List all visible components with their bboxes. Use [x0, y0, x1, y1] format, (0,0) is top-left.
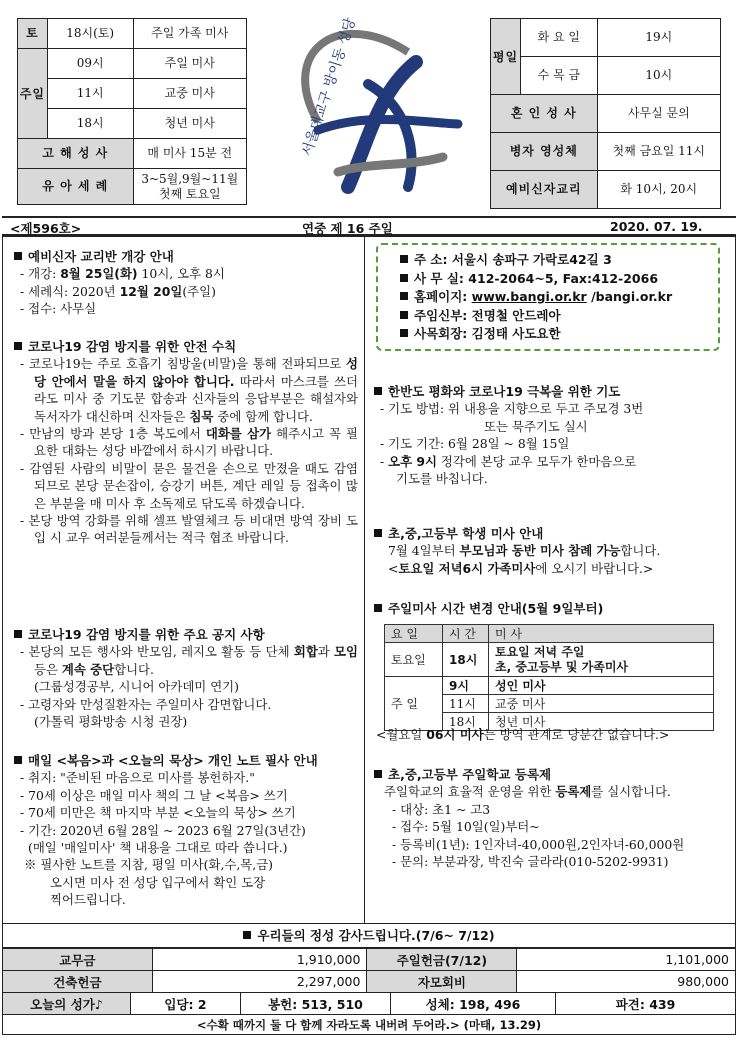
section-title: 한반도 평화와 코로나19 극복을 위한 기도: [374, 383, 726, 400]
section-title: 매일 <복음>과 <오늘의 묵상> 개인 노트 필사 안내: [14, 752, 358, 769]
issue-date: 2020. 07. 19.: [610, 219, 703, 234]
notice-line: 찍어드립니다.: [50, 892, 126, 908]
hymn-table: [2, 992, 736, 1035]
section-title: 코로나19 감염 방지를 위한 주요 공지 사항: [14, 626, 358, 643]
infant-baptism-label: 유 아 세 례: [18, 169, 134, 205]
table-cell: 토요일: [385, 643, 443, 677]
square-bullet-icon: [374, 387, 382, 395]
notice-line: - 기도 방법: 위 내용을 지향으로 두고 주모경 3번: [380, 401, 644, 417]
schedule-time: 09시: [47, 49, 133, 79]
table-value: 1,101,000: [517, 949, 736, 971]
gospel-quote: <수확 때까지 둘 다 함께 자라도록 내버려 두어라.> (마태, 13.29): [3, 1015, 736, 1035]
section-title: 주일미사 시간 변경 안내(5월 9일부터): [374, 600, 726, 617]
notice-line: (그룹성경공부, 시니어 아카데미 연기): [34, 679, 239, 695]
confession-label: 고 해 성 사: [18, 139, 134, 169]
contact-box: [376, 243, 720, 351]
square-bullet-icon: [400, 274, 408, 282]
sick-communion-label: 병자 영성체: [491, 133, 598, 171]
square-bullet-icon: [14, 630, 22, 638]
section-title: 초,중,고등부 주일학교 등록제: [374, 766, 726, 783]
catechumen-label: 예비신자교리: [491, 171, 598, 209]
table-label: 건축헌금: [3, 971, 153, 993]
notice-line: - 고령자와 만성질환자는 주일미사 감면합니다.: [20, 696, 272, 712]
square-bullet-icon: [400, 292, 408, 300]
notice-line: - 기간: 2020년 6월 28일 ~ 2023 6월 27일(3년간): [20, 822, 306, 838]
table-cell: 9시: [443, 677, 489, 695]
transcription-notice: [14, 752, 358, 909]
weekday-time: 19시: [597, 19, 720, 57]
notice-line: (가톨릭 평화방송 시청 권장): [34, 714, 188, 730]
section-title: 코로나19 감염 방지를 위한 안전 수칙: [14, 338, 358, 355]
square-bullet-icon: [374, 604, 382, 612]
table-cell: 18시: [443, 713, 489, 731]
sick-communion-value: 첫째 금요일 11시: [597, 133, 720, 171]
wedding-value: 사무실 문의: [597, 95, 720, 133]
covid-safety-rules: [14, 338, 358, 547]
square-bullet-icon: [14, 342, 22, 350]
weekday-days: 화 요 일: [520, 19, 597, 57]
table-header: 요 일: [385, 625, 443, 643]
table-cell: 청년 미사: [489, 713, 714, 731]
rule-paragraph: - 만남의 방과 본당 1층 복도에서 대화를 삼가 해주시고 꼭 필요한 대화는 성당 바깥에서 하시기 바랍니다.: [20, 426, 358, 459]
infant-baptism-value: 3~5월,9월~11월 첫째 토요일: [133, 169, 247, 205]
sunday-schedule-table: [17, 18, 247, 205]
notice-line: - 기도 기간: 6월 28일 ~ 8월 15일: [380, 436, 570, 452]
notice-line: - 개강: 8월 25일(화) 10시, 오후 8시: [20, 266, 225, 282]
notice-line: - 세례식: 2020년 12월 20일(주일): [20, 283, 216, 299]
notice-line: ※ 필사한 노트를 지참, 평일 미사(화,수,목,금): [24, 857, 274, 873]
notice-line: - 등록비(1년): 1인자녀-40,000원,2인자녀-60,000원: [392, 836, 685, 852]
weekday-time: 10시: [597, 57, 720, 95]
rule-paragraph: - 코로나19는 주로 호흡기 침방울(비말)을 통해 전파되므로 성당 안에서 말을 하지 않아야 합니다. 따라서 마스크를 쓰더라도 미사 중 기도문 합송과 신자들의 응답부분은 해설자와 독서자가 대신하며 신자들은 침묵 중에 함께 합니다.: [20, 356, 358, 424]
table-label: 교무금: [3, 949, 153, 971]
schedule-time: 18시: [47, 109, 133, 139]
notice-line: - 오후 9시 정각에 본당 교우 모두가 한마음으로: [380, 453, 637, 469]
square-bullet-icon: [374, 770, 382, 778]
homepage-line: 홈페이지: www.bangi.or.kr /bangi.or.kr: [400, 288, 672, 307]
square-bullet-icon: [14, 756, 22, 764]
offering-table: [2, 948, 736, 993]
square-bullet-icon: [400, 311, 408, 319]
table-cell: 성인 미사: [489, 677, 714, 695]
issue-number: <제596호>: [10, 221, 82, 236]
hymn-entrance: 입당: 2: [131, 993, 241, 1015]
mass-time-table: [384, 624, 714, 731]
mass-time-change-title: [374, 600, 726, 617]
thanks-title: 우리들의 정성 감사드립니다.(7/6~ 7/12): [2, 924, 736, 948]
table-cell: 토요일 저녁 주일 초, 중고등부 및 가족미사: [489, 643, 714, 677]
table-header: 미 사: [489, 625, 714, 643]
hymn-offertory: 봉헌: 513, 510: [241, 993, 391, 1015]
square-bullet-icon: [400, 329, 408, 337]
table-cell: 교중 미사: [489, 695, 714, 713]
section-title: 초,중,고등부 학생 미사 안내: [374, 525, 726, 542]
sunday-label: 주일: [18, 49, 48, 139]
table-value: 1,910,000: [152, 949, 367, 971]
peace-prayer-notice: [374, 383, 726, 487]
table-label: 자모회비: [367, 971, 517, 993]
weekday-days: 수 목 금: [520, 57, 597, 95]
parish-logo: [258, 12, 468, 207]
council-line: 사목회장: 김정태 사도요한: [400, 325, 672, 344]
notice-line: 주일학교의 효율적 운영을 위한 등록제를 실시합니다.: [384, 784, 671, 800]
weekday-label: 평일: [491, 19, 521, 95]
catechumen-notice: [14, 248, 356, 318]
rule-paragraph: - 본당 방역 강화를 위해 셀프 발열체크 등 비대면 방역 장비 도입 시 교우 여러분들께서는 적극 협조 바랍니다.: [20, 513, 358, 546]
schedule-time: 11시: [47, 79, 133, 109]
notice-line: - 접수: 사무실: [20, 301, 97, 317]
notice-line: (매일 '매일미사' 책 내용을 그대로 따라 씁니다.): [28, 840, 288, 856]
issue-title: 연중 제 16 주일: [302, 221, 393, 236]
office-line: 사 무 실: 412-2064~5, Fax:412-2066: [400, 270, 672, 289]
schedule-mass: 주일 가족 미사: [133, 19, 247, 49]
table-label: 주일헌금(7/12): [367, 949, 517, 971]
contact-lines: [400, 251, 672, 344]
monday-mass-note: <월요일 06시 미사는 방역 관계로 당분간 없습니다.>: [376, 727, 670, 742]
wedding-label: 혼 인 성 사: [491, 95, 598, 133]
hymn-label: 오늘의 성가♪: [3, 993, 131, 1015]
notice-line: - 70세 이상은 매일 미사 책의 그 날 <복음> 쓰기: [20, 787, 288, 803]
notice-line: - 접수: 5월 10일(일)부터~: [392, 819, 540, 835]
square-bullet-icon: [14, 252, 22, 260]
notice-line: - 취지: "준비된 마음으로 미사를 봉헌하자.": [20, 770, 255, 786]
rule-paragraph: - 감염된 사람의 비말이 묻은 물건을 손으로 만졌을 때도 감염되므로 본당 문손잡이, 승강기 버튼, 계단 레일 등 접촉이 많은 부분을 매 미사 후 소독제로 닦도록 하겠습니다.: [20, 460, 358, 511]
notice-line: - 문의: 부분과장, 박진숙 글라라(010-5202-9931): [392, 854, 669, 870]
table-cell: 11시: [443, 695, 489, 713]
table-cell: 18시: [443, 643, 489, 677]
address-line: 주 소: 서울시 송파구 가락로42길 3: [400, 251, 672, 270]
notice-paragraph: - 본당의 모든 행사와 반모임, 레지오 활동 등 단체 회합과 모임 등은 계속 중단합니다.: [20, 644, 358, 677]
hymn-recession: 파견: 439: [556, 993, 736, 1015]
logo-text: 서울대교구 방이동 성당: [299, 16, 359, 159]
table-value: 2,297,000: [152, 971, 367, 993]
schedule-mass: 주일 미사: [133, 49, 247, 79]
square-bullet-icon: [243, 931, 251, 939]
saturday-label: 토: [18, 19, 48, 49]
notice-line: <토요일 저녁6시 가족미사에 오시기 바랍니다.>: [388, 560, 654, 576]
section-title: 예비신자 교리반 개강 안내: [14, 248, 356, 265]
column-divider: [364, 236, 365, 924]
notice-line: 또는 묵주기도 실시: [484, 418, 588, 434]
notice-line: 기도를 바칩니다.: [396, 471, 488, 487]
schedule-time: 18시(토): [47, 19, 133, 49]
pastor-line: 주임신부: 전명철 안드레아: [400, 307, 672, 326]
confession-value: 매 미사 15분 전: [133, 139, 247, 169]
covid-notice: [14, 626, 358, 730]
square-bullet-icon: [400, 255, 408, 263]
student-mass-notice: [374, 525, 726, 577]
square-bullet-icon: [374, 529, 382, 537]
schedule-mass: 교중 미사: [133, 79, 247, 109]
notice-line: 오시면 미사 전 성당 입구에서 확인 도장: [50, 874, 266, 890]
weekday-schedule-table: [490, 18, 721, 209]
notice-line: - 70세 미만은 책 마지막 부분 <오늘의 묵상> 쓰기: [20, 805, 296, 821]
sunday-school-notice: [374, 766, 726, 870]
table-value: 980,000: [517, 971, 736, 993]
issue-bar: [2, 216, 736, 236]
notice-line: - 대상: 초1 ~ 고3: [392, 801, 491, 817]
notice-line: 7월 4일부터 부모님과 동반 미사 참례 가능합니다.: [388, 543, 661, 559]
homepage-link[interactable]: www.bangi.or.kr: [471, 289, 587, 304]
table-cell: 주 일: [385, 677, 443, 731]
catechumen-value: 화 10시, 20시: [597, 171, 720, 209]
schedule-mass: 청년 미사: [133, 109, 247, 139]
hymn-communion: 성체: 198, 496: [391, 993, 556, 1015]
table-header: 시 간: [443, 625, 489, 643]
